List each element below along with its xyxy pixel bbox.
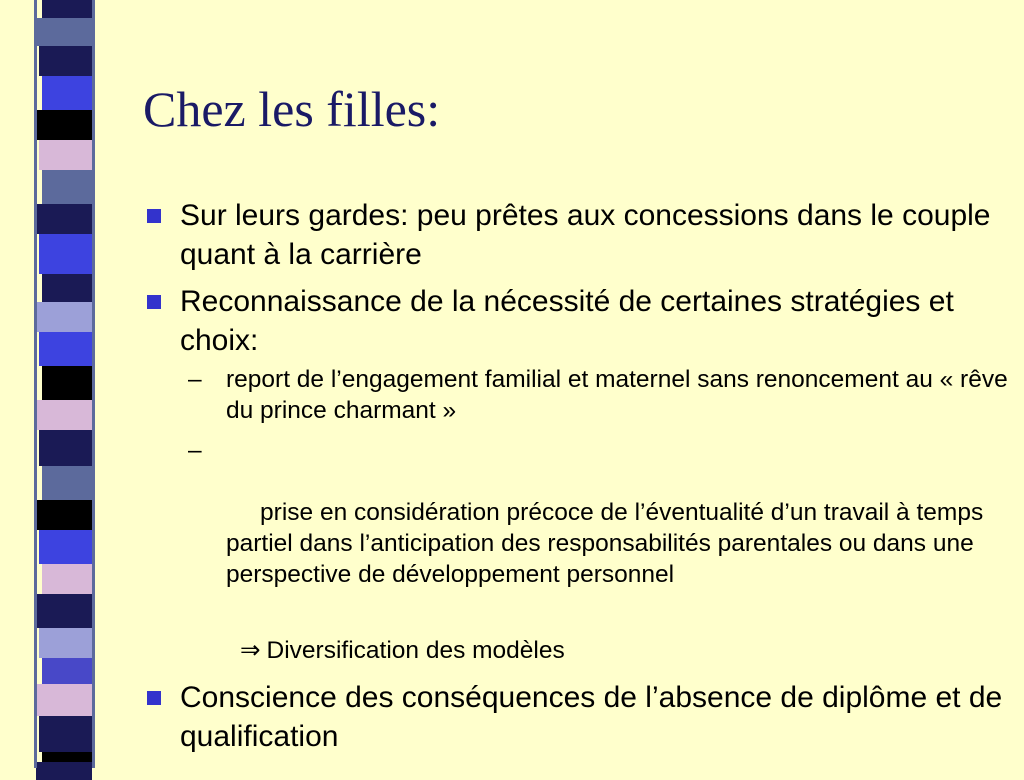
stripe-edge <box>92 0 95 768</box>
stripe-band <box>39 430 92 466</box>
sub-bullet-item <box>188 364 1013 426</box>
slide-body <box>143 196 1013 764</box>
stripe-band <box>36 302 92 332</box>
dash-marker: – <box>188 366 202 393</box>
sub-bullet-item <box>188 435 1013 621</box>
square-bullet-icon <box>147 691 161 705</box>
stripe-edge <box>34 0 37 768</box>
slide-title: Chez les filles: <box>143 81 441 137</box>
stripe-band <box>39 628 92 658</box>
stripe-band <box>42 752 92 762</box>
stripe-band <box>36 400 92 430</box>
stripe-band <box>42 366 92 400</box>
stripe-band <box>39 234 92 274</box>
stripe-band <box>36 110 92 140</box>
stripe-band <box>42 0 92 18</box>
stripe-band <box>42 564 92 594</box>
dash-marker: – <box>188 437 202 464</box>
stripe-band <box>36 500 92 530</box>
stripe-band <box>42 170 92 204</box>
stripe-band <box>36 18 92 46</box>
stripe-band <box>42 466 92 500</box>
bullet-text: Sur leurs gardes: peu prêtes aux concessions dans le couple quant à la carrière <box>180 199 991 271</box>
bullet-text: Reconnaissance de la nécessité de certaines stratégies et choix: <box>180 285 954 357</box>
conclusion-text: Diversification des modèles <box>266 637 565 664</box>
sub-bullet-text: report de l’engagement familial et maternel sans renoncement au « rêve du prince charmant » <box>226 366 1008 424</box>
stripe-band <box>39 716 92 752</box>
stripe-band <box>42 658 92 684</box>
stripe-band <box>39 140 92 170</box>
stripe-band <box>39 530 92 564</box>
bullet-item <box>143 196 1013 274</box>
stripe-band <box>36 762 92 780</box>
implies-arrow-icon: ⇒ <box>240 637 261 664</box>
square-bullet-icon <box>147 209 161 223</box>
bullet-text: Conscience des conséquences de l’absence de diplôme et de qualification <box>180 681 1003 753</box>
bullet-item <box>143 282 1013 360</box>
bullet-item <box>143 678 1013 756</box>
stripe-band <box>36 684 92 716</box>
sub-bullet-text: prise en considération précoce de l’éventualité d’un travail à temps partiel dans l’anticipation des responsabilités parentales ou dans une perspective de développement personnel <box>226 499 991 588</box>
stripe-band <box>36 594 92 628</box>
decorative-stripe <box>0 0 110 768</box>
square-bullet-icon <box>147 295 161 309</box>
stripe-band <box>39 46 92 76</box>
stripe-band <box>42 274 92 302</box>
stripe-band <box>39 332 92 366</box>
stripe-band <box>42 76 92 110</box>
conclusion-line <box>240 635 1013 666</box>
stripe-band <box>36 204 92 234</box>
